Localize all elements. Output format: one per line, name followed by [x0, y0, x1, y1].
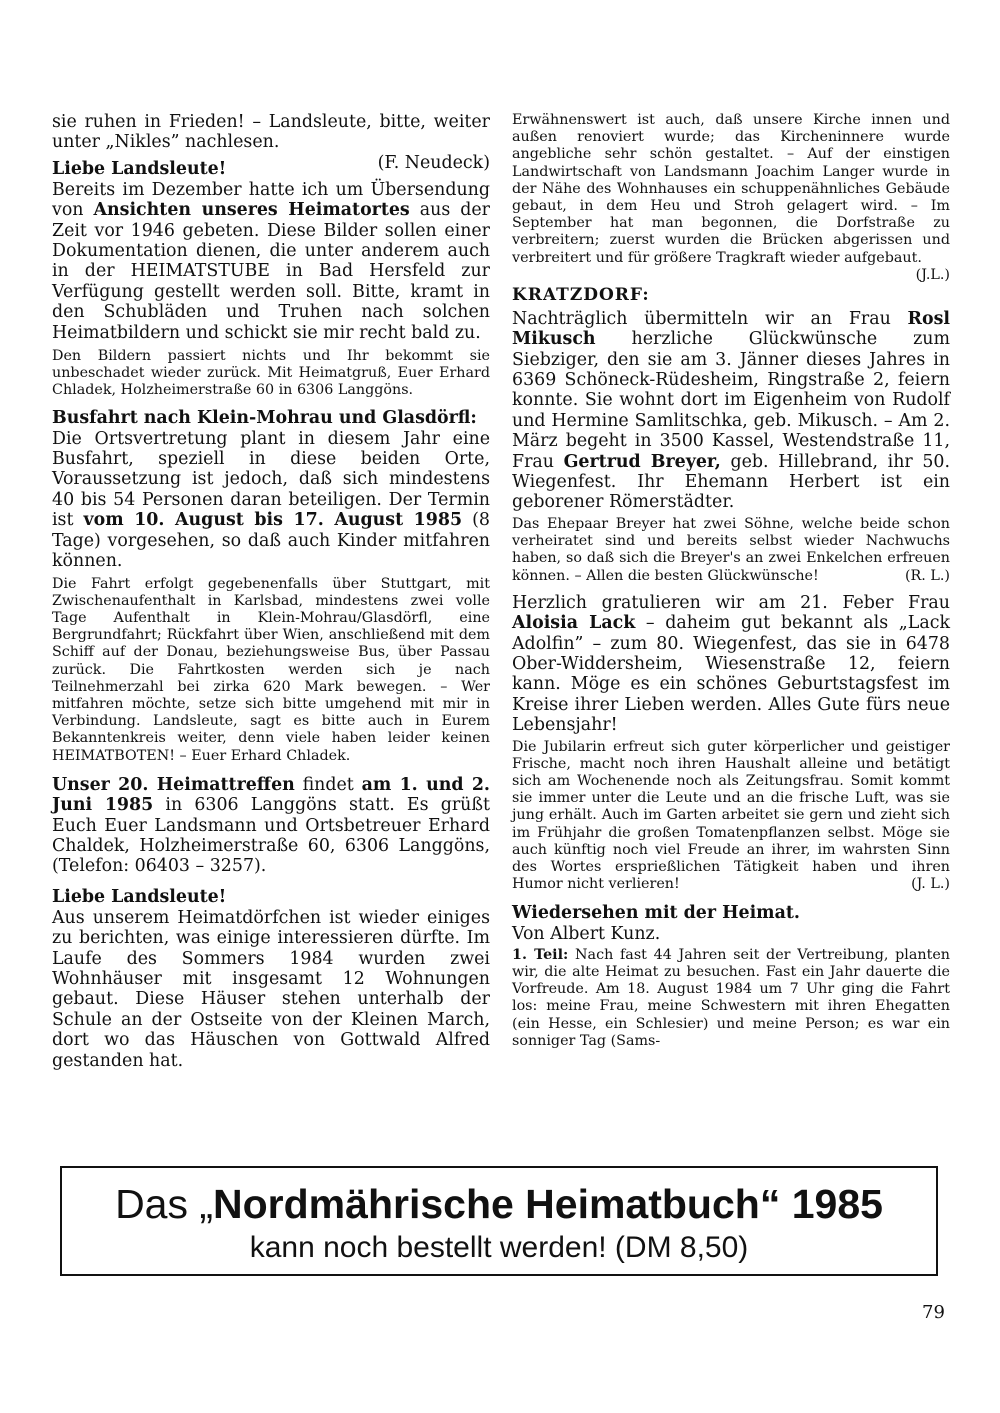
banner-subtitle: kann noch bestellt werden! (DM 8,50): [249, 1231, 749, 1264]
signature: (R. L.): [904, 567, 950, 584]
paragraph: Die Ortsvertretung plant in diesem Jahr eine Busfahrt, speziell in diese beiden Orte, Voraussetzung ist jedoch, daß sich mindestens 40 bis 54 Personen daran beteiligen. Der Termin ist vom 10. August bis 17. August 1985 (8 Tage) vorgesehen, so daß auch Kinder mitfahren können.: [52, 428, 490, 572]
advertisement-banner: [60, 1166, 938, 1276]
heading: Busfahrt nach Klein-Mohrau und Glasdörfl:: [52, 407, 477, 428]
heading: Wiedersehen mit der Heimat.: [512, 903, 800, 924]
paragraph: Nachträglich übermitteln wir an Frau Rosl Mikusch herzliche Glückwünsche zum Siebziger, den sie am 3. Jänner dieses Jahres in 6369 Schöneck-Rüdesheim, Ringstraße 2, feiern konnte. Sie wohnt dort im Eigenheim von Rudolf und Hermine Samlitschka, geb. Mikusch. – Am 2. März begeht in 3500 Kassel, Westendstraße 11, Frau Gertrud Breyer, geb. Hillebrand, ihr 50. Wiegenfest. Ihr Ehemann Herbert ist ein geborener Römerstädter.: [512, 308, 950, 513]
paragraph: sie ruhen in Frieden! – Landsleute, bitte, weiter unter „Nikles” nachlesen.: [52, 112, 490, 153]
paragraph: Die Jubilarin erfreut sich guter körperlicher und geistiger Frische, macht noch ihren Haushalt alleine und betätigt sich am Wochenende noch als Zeitungsfrau. Somit kommt sie immer unter die Leute und an die frische Luft, was sie jung erhält. Auch im Garten arbeitet sie gern und zieht sich im Frühjahr die großen Tomatenpflanzen selbst. Möge sie auch künftig noch viel Freude an ihrer, im wahrsten Sinn des Wortes ersprießlichen Tätigkeit haben und ihren Humor nicht verlieren! (J. L.): [512, 738, 950, 893]
page-number: 79: [922, 1302, 945, 1323]
banner-title: Das „Nordmährische Heimatbuch“ 1985: [115, 1181, 883, 1227]
author: Von Albert Kunz.: [512, 924, 661, 945]
paragraph: 1. Teil: Nach fast 44 Jahren seit der Vertreibung, planten wir, die alte Heimat zu besuchen. Fast ein Jahr dauerte die Vorfreude. Am 18. August 1984 um 7 Uhr ging die Fahrt los: meine Frau, meine Schwestern mit ihren Ehegatten (ein Hesse, ein Schlesier) und meine Person; es war ein sonniger Tag (Sams-: [512, 946, 950, 1049]
section-title: KRATZDORF:: [512, 284, 650, 305]
paragraph: Unser 20. Heimattreffen findet am 1. und 2. Juni 1985 in 6306 Langgöns statt. Es grüßt Euch Euer Landsmann und Ortsbetreuer Erhard Chaldek, Holzheimerstraße 60, 6306 Langgöns, (Telefon: 06403 – 3257).: [52, 774, 490, 877]
heading: Liebe Landsleute!: [52, 158, 227, 179]
signature: (J. L.): [911, 876, 950, 893]
signature: (J.L.): [915, 266, 950, 283]
paragraph: Erwähnenswert ist auch, daß unsere Kirche innen und außen renoviert wurde; das Kircheninnere wurde angebliche sehr schön gestaltet. – Auf der einstigen Landwirtschaft von Landsmann Joachim Langer wurde in der Nähe des Wohnhauses ein schuppenähnliches Gebäude gebaut, in dem Heu und Stroh gelagert wird. – Im September hat man begonnen, die Dorfstraße zu verbreitern; zuerst wurden die Brücken abgerissen und verbreitert und für größere Tragkraft wieder aufgebaut. (J.L.): [512, 112, 950, 283]
paragraph: Herzlich gratulieren wir am 21. Feber Frau Aloisia Lack – daheim gut bekannt als „Lack Adolfin” – zum 80. Wiegenfest, das sie in 6478 Ober-Widdersheim, Wiesenstraße 12, feiern kann. Möge es ein schönes Geburtstagsfest im Kreise ihrer Lieben werden. Alles Gute fürs neue Lebensjahr!: [512, 592, 950, 736]
signature: (F. Neudeck): [377, 152, 490, 173]
left-column: [52, 112, 490, 1071]
heading: Liebe Landsleute!: [52, 886, 227, 907]
paragraph: Aus unserem Heimatdörfchen ist wieder einiges zu berichten, was einige interessieren dürfte. Im Laufe des Sommers 1984 wurden zwei Wohnhäuser mit insgesamt 12 Wohnungen gebaut. Diese Häuser stehen unterhalb der Schule an der Ostseite von der Kleinen March, dort wo das Häuschen von Gottwald Alfred gestanden hat.: [52, 907, 490, 1071]
paragraph: Bereits im Dezember hatte ich um Übersendung von Ansichten unseres Heimatortes aus der Zeit vor 1946 gebeten. Diese Bilder sollen einer Dokumentation dienen, die unter anderem auch in der HEIMATSTUBE in Bad Hersfeld zur Verfügung gestellt werden soll. Bitte, kramt in den Schubläden und Truhen nach solchen Heimatbildern und schickt sie mir recht bald zu.: [52, 179, 490, 343]
paragraph: Den Bildern passiert nichts und Ihr bekommt sie unbeschadet wieder zurück. Mit Heimatgruß, Euer Erhard Chladek, Holzheimerstraße 60 in 6306 Langgöns.: [52, 348, 490, 399]
paragraph: Das Ehepaar Breyer hat zwei Söhne, welche beide schon verheiratet sind und bereits selbst wieder Nachwuchs haben, so daß sich die Breyer's an zwei Enkelchen erfreuen können. – Allen die besten Glückwünsche! (R. L.): [512, 515, 950, 584]
paragraph: Die Fahrt erfolgt gegebenenfalls über Stuttgart, mit Zwischenaufenthalt in Karlsbad, mindestens zwei volle Tage Aufenthalt in Klein-Mohrau/Glasdörfl, eine Bergrundfahrt; Rückfahrt über Wien, anschließend mit dem Schiff auf der Donau, beziehungsweise Bus, über Passau zurück. Die Fahrtkosten werden sich je nach Teilnehmerzahl bei zirka 620 Mark bewegen. – Wer mitfahren möchte, setze sich bitte umgehend mit mir in Verbindung. Landsleute, sagt es bitte auch in Eurem Bekanntenkreis weiter, denn viele haben leider keinen HEIMATBOTEN! – Euer Erhard Chladek.: [52, 575, 490, 764]
right-column: [512, 112, 950, 1050]
